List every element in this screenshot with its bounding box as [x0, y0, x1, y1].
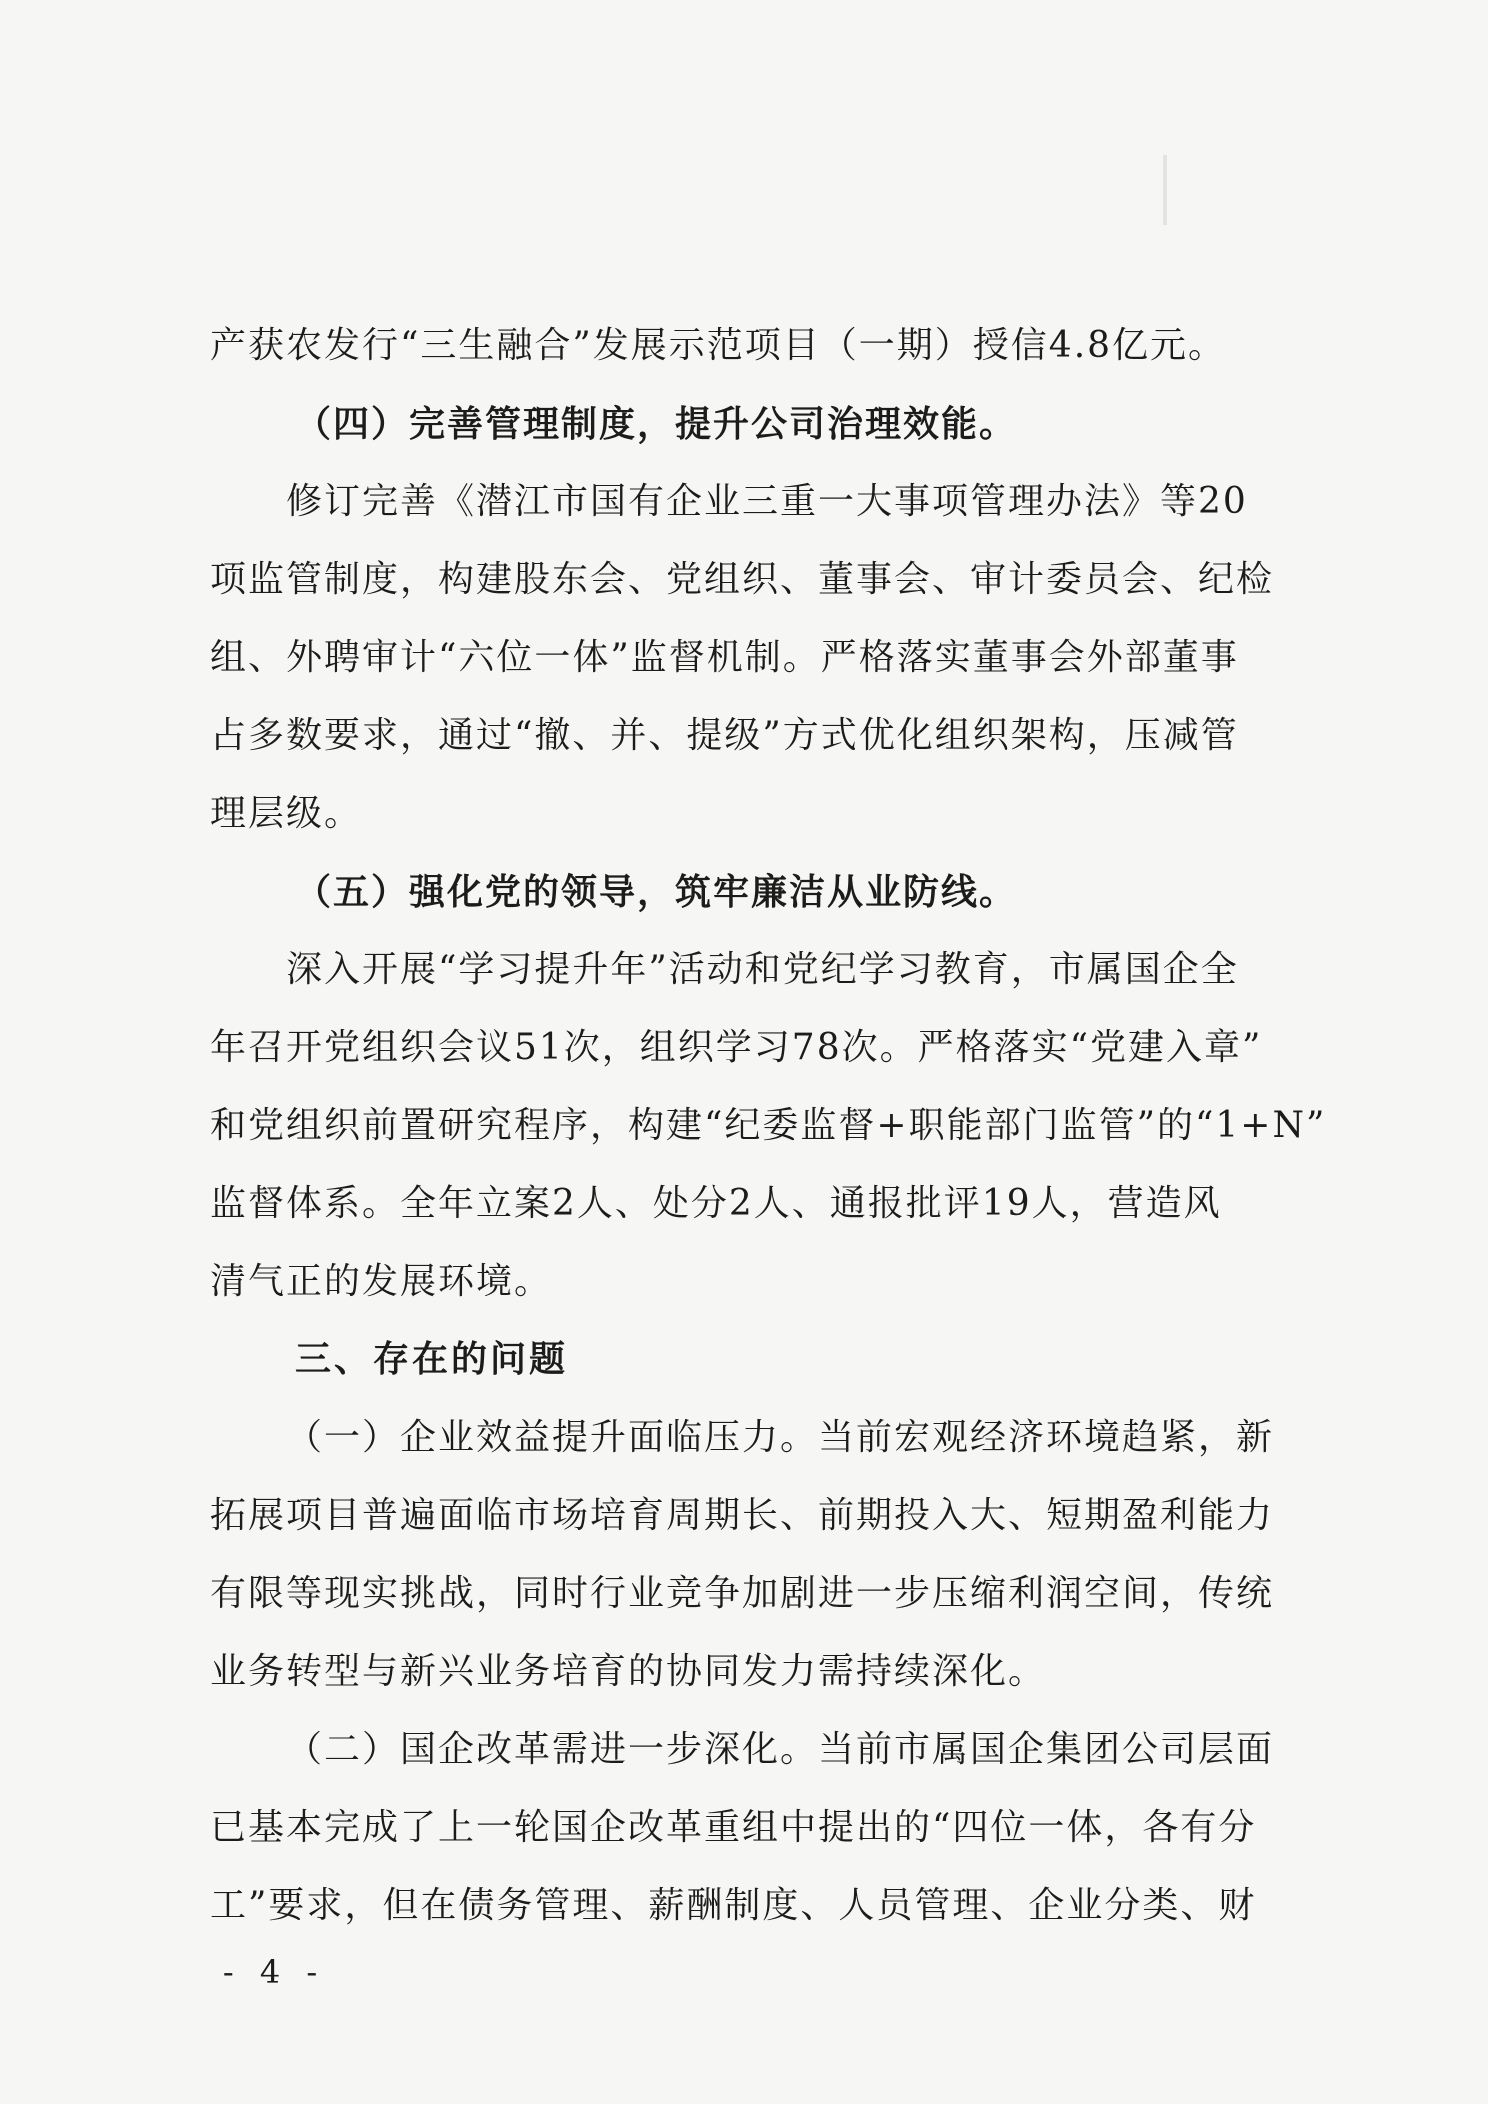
body-line: 清气正的发展环境。 [210, 1261, 553, 1302]
body-line: 有限等现实挑战，同时行业竞争加剧进一步压缩利润空间，传统 [210, 1573, 1275, 1614]
chapter-heading: 三、存在的问题 [295, 1339, 569, 1380]
body-line: 已基本完成了上一轮国企改革重组中提出的“四位一体，各有分 [210, 1807, 1257, 1848]
body-line: 深入开展“学习提升年”活动和党纪学习教育，市属国企全 [286, 949, 1239, 990]
body-line: （二）国企改革需进一步深化。当前市属国企集团公司层面 [286, 1729, 1275, 1770]
body-line: 修订完善《潜江市国有企业三重一大事项管理办法》等20 [286, 481, 1248, 522]
section-heading: （五）强化党的领导，筑牢廉洁从业防线。 [295, 871, 1018, 913]
body-line: 产获农发行“三生融合”发展示范项目（一期）授信4.8亿元。 [210, 325, 1227, 366]
body-line: 工”要求，但在债务管理、薪酬制度、人员管理、企业分类、财 [210, 1885, 1257, 1926]
scan-artifact [1163, 155, 1167, 225]
body-line: 年召开党组织会议51次，组织学习78次。严格落实“党建入章” [210, 1027, 1263, 1068]
body-line: 业务转型与新兴业务培育的协同发力需持续深化。 [210, 1651, 1047, 1692]
body-line: 和党组织前置研究程序，构建“纪委监督+职能部门监管”的“1+N” [210, 1105, 1327, 1146]
body-line: 理层级。 [210, 793, 363, 834]
body-line: （一）企业效益提升面临压力。当前宏观经济环境趋紧，新 [286, 1417, 1275, 1458]
section-heading: （四）完善管理制度，提升公司治理效能。 [295, 403, 1018, 445]
body-line: 拓展项目普遍面临市场培育周期长、前期投入大、短期盈利能力 [210, 1495, 1275, 1536]
body-line: 组、外聘审计“六位一体”监督机制。严格落实董事会外部董事 [210, 637, 1239, 678]
page-number: - 4 - [222, 1953, 326, 1991]
body-line: 占多数要求，通过“撤、并、提级”方式优化组织架构，压减管 [210, 715, 1239, 756]
body-line: 项监管制度，构建股东会、党组织、董事会、审计委员会、纪检 [210, 559, 1275, 600]
body-line: 监督体系。全年立案2人、处分2人、通报批评19人，营造风 [210, 1183, 1222, 1224]
